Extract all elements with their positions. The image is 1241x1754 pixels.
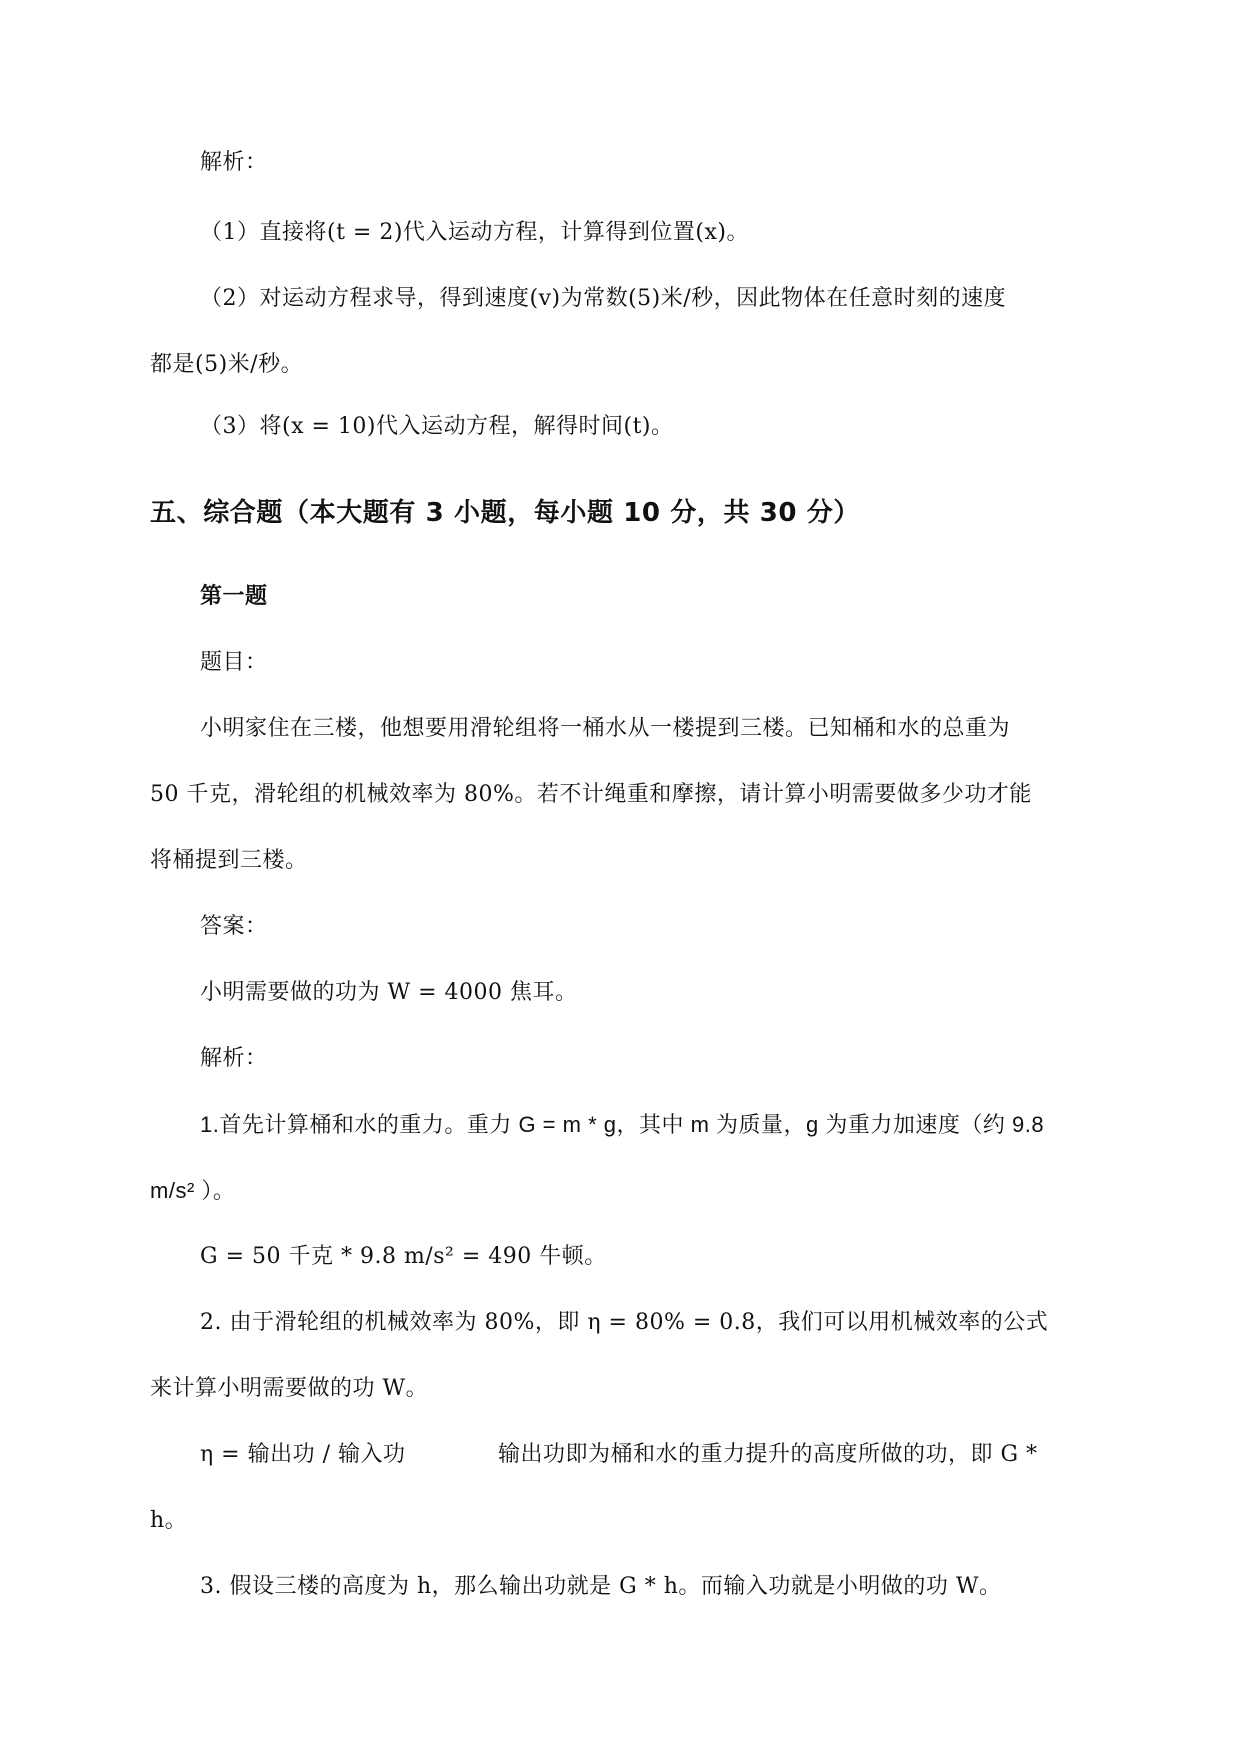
analysis-label: 解析：: [200, 150, 268, 175]
solution-label: 解析：: [200, 1046, 268, 1071]
section-heading: 五、综合题（本大题有 3 小题，每小题 10 分，共 30 分）: [150, 498, 860, 528]
analysis-step-1: （1）直接将(t = 2)代入运动方程，计算得到位置(x)。: [200, 220, 749, 245]
analysis-step-2-line-1: （2）对运动方程求导，得到速度(v)为常数(5)米/秒，因此物体在任意时刻的速度: [200, 286, 1007, 311]
question-text-line-2: 50 千克，滑轮组的机械效率为 80%。若不计绳重和摩擦，请计算小明需要做多少功才能: [150, 782, 1032, 807]
analysis-step-2-line-2: 都是(5)米/秒。: [150, 352, 304, 377]
solution-step-2-line-1: 2. 由于滑轮组的机械效率为 80%，即 η = 80% = 0.8，我们可以用机械效率的公式: [200, 1310, 1049, 1335]
topic-label: 题目：: [200, 650, 268, 675]
question-text-line-3: 将桶提到三楼。: [150, 848, 308, 873]
solution-step-2-line-2: 来计算小明需要做的功 W。: [150, 1376, 429, 1401]
solution-step-1-formula: G = 50 千克 * 9.8 m/s² = 490 牛顿。: [200, 1244, 607, 1269]
solution-step-1-line-1: 1.首先计算桶和水的重力。重力 G = m * g，其中 m 为质量，g 为重力加速度（约 9.8: [200, 1112, 1045, 1137]
output-work-explanation: 输出功即为桶和水的重力提升的高度所做的功，即 G *: [498, 1442, 1038, 1467]
solution-step-3: 3. 假设三楼的高度为 h，那么输出功就是 G * h。而输入功就是小明做的功 W。: [200, 1574, 1002, 1599]
solution-step-1-line-2: m/s² ）。: [150, 1178, 236, 1203]
question-title: 第一题: [200, 584, 268, 609]
efficiency-formula: η = 输出功 / 输入功: [200, 1442, 406, 1467]
answer-text: 小明需要做的功为 W = 4000 焦耳。: [200, 980, 578, 1005]
solution-step-2-line-4: h。: [150, 1508, 188, 1533]
analysis-step-3: （3）将(x = 10)代入运动方程，解得时间(t)。: [200, 414, 674, 439]
question-text-line-1: 小明家住在三楼，他想要用滑轮组将一桶水从一楼提到三楼。已知桶和水的总重为: [200, 716, 1011, 741]
answer-label: 答案：: [200, 914, 268, 939]
